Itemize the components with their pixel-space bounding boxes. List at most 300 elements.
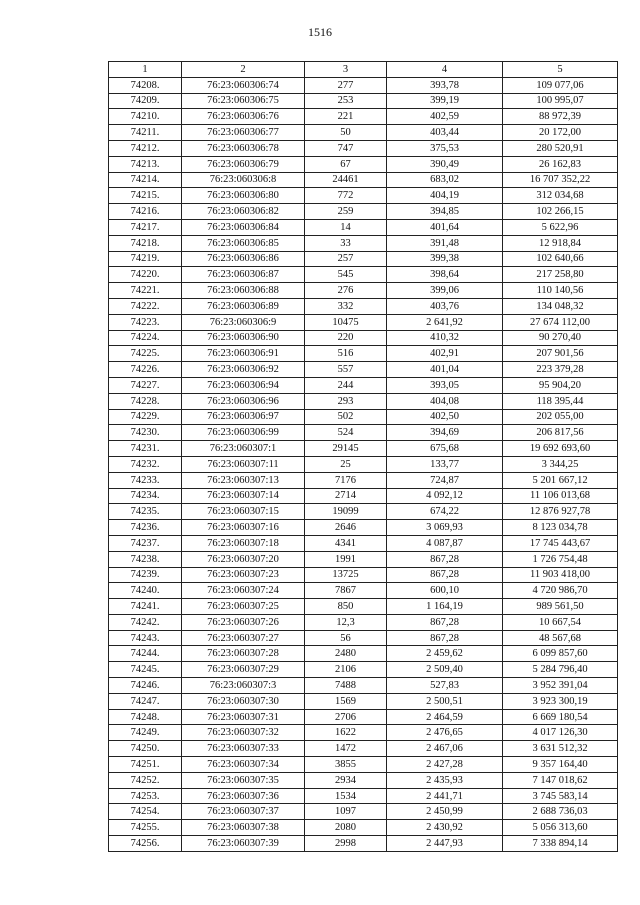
table-row: [109, 409, 618, 425]
area-cell: 1622: [305, 725, 387, 741]
table-row: [109, 757, 618, 773]
rate-cell: 2 447,93: [387, 836, 503, 852]
rate-cell: 2 500,51: [387, 693, 503, 709]
rate-cell: 394,85: [387, 204, 503, 220]
value-cell: 48 567,68: [503, 630, 618, 646]
table-row: [109, 172, 618, 188]
value-cell: 6 669 180,54: [503, 709, 618, 725]
value-cell: 26 162,83: [503, 156, 618, 172]
area-cell: 2106: [305, 662, 387, 678]
value-cell: 8 123 034,78: [503, 520, 618, 536]
value-cell: 312 034,68: [503, 188, 618, 204]
rate-cell: 867,28: [387, 567, 503, 583]
row-number-cell: 74212.: [109, 140, 182, 156]
cadastral-number-cell: 76:23:060307:1: [182, 441, 305, 457]
row-number-cell: 74213.: [109, 156, 182, 172]
value-cell: 19 692 693,60: [503, 441, 618, 457]
cadastral-number-cell: 76:23:060306:76: [182, 109, 305, 125]
area-cell: 1097: [305, 804, 387, 820]
area-cell: 332: [305, 298, 387, 314]
table-row: [109, 614, 618, 630]
cadastral-number-cell: 76:23:060307:31: [182, 709, 305, 725]
value-cell: 12 918,84: [503, 235, 618, 251]
area-cell: 50: [305, 125, 387, 141]
cadastral-number-cell: 76:23:060306:85: [182, 235, 305, 251]
rate-cell: 404,19: [387, 188, 503, 204]
area-cell: 253: [305, 93, 387, 109]
rate-cell: 410,32: [387, 330, 503, 346]
area-cell: 67: [305, 156, 387, 172]
value-cell: 88 972,39: [503, 109, 618, 125]
rate-cell: 394,69: [387, 425, 503, 441]
cadastral-number-cell: 76:23:060307:20: [182, 551, 305, 567]
row-number-cell: 74247.: [109, 693, 182, 709]
row-number-cell: 74216.: [109, 204, 182, 220]
cadastral-number-cell: 76:23:060307:28: [182, 646, 305, 662]
table-row: [109, 235, 618, 251]
cadastral-number-cell: 76:23:060307:23: [182, 567, 305, 583]
rate-cell: 2 459,62: [387, 646, 503, 662]
value-cell: 1 726 754,48: [503, 551, 618, 567]
rate-cell: 402,91: [387, 346, 503, 362]
table-row: [109, 646, 618, 662]
row-number-cell: 74256.: [109, 836, 182, 852]
value-cell: 12 876 927,78: [503, 504, 618, 520]
rate-cell: 4 092,12: [387, 488, 503, 504]
area-cell: 2480: [305, 646, 387, 662]
area-cell: 2934: [305, 772, 387, 788]
row-number-cell: 74246.: [109, 678, 182, 694]
area-cell: 545: [305, 267, 387, 283]
table-row: [109, 709, 618, 725]
value-cell: 3 344,25: [503, 456, 618, 472]
value-cell: 989 561,50: [503, 599, 618, 615]
value-cell: 207 901,56: [503, 346, 618, 362]
cadastral-number-cell: 76:23:060307:38: [182, 820, 305, 836]
cadastral-number-cell: 76:23:060307:29: [182, 662, 305, 678]
row-number-cell: 74211.: [109, 125, 182, 141]
row-number-cell: 74208.: [109, 77, 182, 93]
table-row: [109, 267, 618, 283]
area-cell: 772: [305, 188, 387, 204]
value-cell: 5 284 796,40: [503, 662, 618, 678]
rate-cell: 527,83: [387, 678, 503, 694]
table-row: [109, 630, 618, 646]
row-number-cell: 74239.: [109, 567, 182, 583]
row-number-cell: 74238.: [109, 551, 182, 567]
area-cell: 259: [305, 204, 387, 220]
table-row: [109, 662, 618, 678]
value-cell: 11 903 418,00: [503, 567, 618, 583]
table-row: [109, 362, 618, 378]
row-number-cell: 74242.: [109, 614, 182, 630]
rate-cell: 401,64: [387, 219, 503, 235]
value-cell: 3 952 391,04: [503, 678, 618, 694]
value-cell: 3 745 583,14: [503, 788, 618, 804]
value-cell: 5 622,96: [503, 219, 618, 235]
cadastral-number-cell: 76:23:060306:80: [182, 188, 305, 204]
value-cell: 16 707 352,22: [503, 172, 618, 188]
row-number-cell: 74241.: [109, 599, 182, 615]
area-cell: 293: [305, 393, 387, 409]
table-row: [109, 535, 618, 551]
cadastral-number-cell: 76:23:060306:87: [182, 267, 305, 283]
area-cell: 747: [305, 140, 387, 156]
rate-cell: 2 450,99: [387, 804, 503, 820]
value-cell: 134 048,32: [503, 298, 618, 314]
cadastral-number-cell: 76:23:060307:11: [182, 456, 305, 472]
row-number-cell: 74227.: [109, 377, 182, 393]
row-number-cell: 74210.: [109, 109, 182, 125]
table-row: [109, 741, 618, 757]
row-number-cell: 74215.: [109, 188, 182, 204]
value-cell: 95 904,20: [503, 377, 618, 393]
area-cell: 10475: [305, 314, 387, 330]
area-cell: 2714: [305, 488, 387, 504]
column-header-3: 3: [305, 62, 387, 78]
cadastral-number-cell: 76:23:060306:84: [182, 219, 305, 235]
row-number-cell: 74232.: [109, 456, 182, 472]
rate-cell: 2 464,59: [387, 709, 503, 725]
value-cell: 9 357 164,40: [503, 757, 618, 773]
row-number-cell: 74229.: [109, 409, 182, 425]
area-cell: 3855: [305, 757, 387, 773]
value-cell: 280 520,91: [503, 140, 618, 156]
table-row: [109, 346, 618, 362]
cadastral-number-cell: 76:23:060306:8: [182, 172, 305, 188]
cadastral-number-cell: 76:23:060306:88: [182, 283, 305, 299]
cadastral-number-cell: 76:23:060307:25: [182, 599, 305, 615]
table-row: [109, 441, 618, 457]
area-cell: 277: [305, 77, 387, 93]
area-cell: 850: [305, 599, 387, 615]
row-number-cell: 74252.: [109, 772, 182, 788]
rate-cell: 2 476,65: [387, 725, 503, 741]
cadastral-number-cell: 76:23:060307:35: [182, 772, 305, 788]
table-row: [109, 77, 618, 93]
rate-cell: 2 430,92: [387, 820, 503, 836]
table-row: [109, 678, 618, 694]
area-cell: 557: [305, 362, 387, 378]
table-row: [109, 820, 618, 836]
cadastral-number-cell: 76:23:060307:26: [182, 614, 305, 630]
cadastral-number-cell: 76:23:060307:33: [182, 741, 305, 757]
value-cell: 3 923 300,19: [503, 693, 618, 709]
row-number-cell: 74219.: [109, 251, 182, 267]
area-cell: 220: [305, 330, 387, 346]
table-row: [109, 520, 618, 536]
rate-cell: 133,77: [387, 456, 503, 472]
value-cell: 11 106 013,68: [503, 488, 618, 504]
row-number-cell: 74230.: [109, 425, 182, 441]
rate-cell: 404,08: [387, 393, 503, 409]
cadastral-number-cell: 76:23:060306:90: [182, 330, 305, 346]
area-cell: 2998: [305, 836, 387, 852]
cadastral-number-cell: 76:23:060307:37: [182, 804, 305, 820]
value-cell: 10 667,54: [503, 614, 618, 630]
area-cell: 1991: [305, 551, 387, 567]
area-cell: 502: [305, 409, 387, 425]
row-number-cell: 74244.: [109, 646, 182, 662]
table-row: [109, 772, 618, 788]
value-cell: 7 147 018,62: [503, 772, 618, 788]
rate-cell: 393,78: [387, 77, 503, 93]
rate-cell: 2 467,06: [387, 741, 503, 757]
row-number-cell: 74255.: [109, 820, 182, 836]
rate-cell: 675,68: [387, 441, 503, 457]
rate-cell: 724,87: [387, 472, 503, 488]
table-row: [109, 788, 618, 804]
row-number-cell: 74234.: [109, 488, 182, 504]
row-number-cell: 74224.: [109, 330, 182, 346]
area-cell: 33: [305, 235, 387, 251]
rate-cell: 2 435,93: [387, 772, 503, 788]
row-number-cell: 74223.: [109, 314, 182, 330]
table-row: [109, 425, 618, 441]
rate-cell: 867,28: [387, 551, 503, 567]
row-number-cell: 74220.: [109, 267, 182, 283]
value-cell: 27 674 112,00: [503, 314, 618, 330]
area-cell: 2080: [305, 820, 387, 836]
cadastral-number-cell: 76:23:060307:13: [182, 472, 305, 488]
table-row: [109, 314, 618, 330]
value-cell: 4 720 986,70: [503, 583, 618, 599]
rate-cell: 401,04: [387, 362, 503, 378]
value-cell: 3 631 512,32: [503, 741, 618, 757]
rate-cell: 674,22: [387, 504, 503, 520]
column-header-1: 1: [109, 62, 182, 78]
area-cell: 244: [305, 377, 387, 393]
rate-cell: 1 164,19: [387, 599, 503, 615]
area-cell: 1569: [305, 693, 387, 709]
table-row: [109, 93, 618, 109]
area-cell: 276: [305, 283, 387, 299]
table-row: [109, 377, 618, 393]
column-header-4: 4: [387, 62, 503, 78]
rate-cell: 867,28: [387, 630, 503, 646]
area-cell: 4341: [305, 535, 387, 551]
value-cell: 110 140,56: [503, 283, 618, 299]
row-number-cell: 74228.: [109, 393, 182, 409]
area-cell: 7176: [305, 472, 387, 488]
row-number-cell: 74209.: [109, 93, 182, 109]
table-row: [109, 140, 618, 156]
row-number-cell: 74225.: [109, 346, 182, 362]
row-number-cell: 74231.: [109, 441, 182, 457]
area-cell: 25: [305, 456, 387, 472]
value-cell: 4 017 126,30: [503, 725, 618, 741]
cadastral-number-cell: 76:23:060307:32: [182, 725, 305, 741]
table-body: [109, 77, 618, 851]
table-row: [109, 725, 618, 741]
cadastral-number-cell: 76:23:060306:79: [182, 156, 305, 172]
cadastral-number-cell: 76:23:060306:92: [182, 362, 305, 378]
row-number-cell: 74218.: [109, 235, 182, 251]
row-number-cell: 74253.: [109, 788, 182, 804]
rate-cell: 399,38: [387, 251, 503, 267]
area-cell: 2646: [305, 520, 387, 536]
column-header-2: 2: [182, 62, 305, 78]
cadastral-number-cell: 76:23:060306:82: [182, 204, 305, 220]
table-row: [109, 567, 618, 583]
cadastral-number-cell: 76:23:060306:86: [182, 251, 305, 267]
table-row: [109, 188, 618, 204]
cadastral-number-cell: 76:23:060306:97: [182, 409, 305, 425]
cadastral-number-cell: 76:23:060306:94: [182, 377, 305, 393]
page-number: 1516: [308, 25, 332, 39]
value-cell: 6 099 857,60: [503, 646, 618, 662]
rate-cell: 2 427,28: [387, 757, 503, 773]
value-cell: 7 338 894,14: [503, 836, 618, 852]
table-row: [109, 393, 618, 409]
cadastral-number-cell: 76:23:060307:39: [182, 836, 305, 852]
area-cell: 13725: [305, 567, 387, 583]
area-cell: 7867: [305, 583, 387, 599]
rate-cell: 2 509,40: [387, 662, 503, 678]
value-cell: 17 745 443,67: [503, 535, 618, 551]
table-row: [109, 204, 618, 220]
table-row: [109, 836, 618, 852]
area-cell: 2706: [305, 709, 387, 725]
value-cell: 109 077,06: [503, 77, 618, 93]
value-cell: 206 817,56: [503, 425, 618, 441]
value-cell: 20 172,00: [503, 125, 618, 141]
rate-cell: 683,02: [387, 172, 503, 188]
value-cell: 102 640,66: [503, 251, 618, 267]
row-number-cell: 74250.: [109, 741, 182, 757]
area-cell: 56: [305, 630, 387, 646]
area-cell: 524: [305, 425, 387, 441]
cadastral-number-cell: 76:23:060307:15: [182, 504, 305, 520]
row-number-cell: 74237.: [109, 535, 182, 551]
row-number-cell: 74254.: [109, 804, 182, 820]
table-row: [109, 504, 618, 520]
row-number-cell: 74214.: [109, 172, 182, 188]
cadastral-number-cell: 76:23:060307:14: [182, 488, 305, 504]
table-row: [109, 599, 618, 615]
rate-cell: 390,49: [387, 156, 503, 172]
column-header-5: 5: [503, 62, 618, 78]
rate-cell: 391,48: [387, 235, 503, 251]
table-row: [109, 251, 618, 267]
cadastral-number-cell: 76:23:060306:91: [182, 346, 305, 362]
row-number-cell: 74251.: [109, 757, 182, 773]
row-number-cell: 74235.: [109, 504, 182, 520]
cadastral-number-cell: 76:23:060306:78: [182, 140, 305, 156]
cadastral-number-cell: 76:23:060306:74: [182, 77, 305, 93]
table-row: [109, 804, 618, 820]
cadastral-number-cell: 76:23:060306:77: [182, 125, 305, 141]
table-row: [109, 472, 618, 488]
row-number-cell: 74249.: [109, 725, 182, 741]
value-cell: 223 379,28: [503, 362, 618, 378]
rate-cell: 402,50: [387, 409, 503, 425]
value-cell: 118 395,44: [503, 393, 618, 409]
rate-cell: 402,59: [387, 109, 503, 125]
row-number-cell: 74243.: [109, 630, 182, 646]
rate-cell: 867,28: [387, 614, 503, 630]
row-number-cell: 74217.: [109, 219, 182, 235]
cadastral-number-cell: 76:23:060307:36: [182, 788, 305, 804]
cadastral-number-cell: 76:23:060307:34: [182, 757, 305, 773]
rate-cell: 399,06: [387, 283, 503, 299]
row-number-cell: 74245.: [109, 662, 182, 678]
rate-cell: 2 641,92: [387, 314, 503, 330]
area-cell: 1534: [305, 788, 387, 804]
registry-table-container: [108, 61, 617, 852]
cadastral-number-cell: 76:23:060306:75: [182, 93, 305, 109]
table-row: [109, 283, 618, 299]
cadastral-number-cell: 76:23:060307:18: [182, 535, 305, 551]
rate-cell: 403,44: [387, 125, 503, 141]
rate-cell: 3 069,93: [387, 520, 503, 536]
row-number-cell: 74248.: [109, 709, 182, 725]
area-cell: 1472: [305, 741, 387, 757]
area-cell: 516: [305, 346, 387, 362]
rate-cell: 4 087,87: [387, 535, 503, 551]
rate-cell: 375,53: [387, 140, 503, 156]
table-row: [109, 330, 618, 346]
rate-cell: 2 441,71: [387, 788, 503, 804]
rate-cell: 399,19: [387, 93, 503, 109]
area-cell: 24461: [305, 172, 387, 188]
cadastral-number-cell: 76:23:060306:89: [182, 298, 305, 314]
row-number-cell: 74221.: [109, 283, 182, 299]
table-row: [109, 456, 618, 472]
area-cell: 19099: [305, 504, 387, 520]
row-number-cell: 74233.: [109, 472, 182, 488]
table-row: [109, 583, 618, 599]
value-cell: 217 258,80: [503, 267, 618, 283]
rate-cell: 393,05: [387, 377, 503, 393]
cadastral-number-cell: 76:23:060307:24: [182, 583, 305, 599]
cadastral-number-cell: 76:23:060307:30: [182, 693, 305, 709]
row-number-cell: 74236.: [109, 520, 182, 536]
area-cell: 14: [305, 219, 387, 235]
value-cell: 202 055,00: [503, 409, 618, 425]
rate-cell: 398,64: [387, 267, 503, 283]
table-row: [109, 125, 618, 141]
area-cell: 221: [305, 109, 387, 125]
value-cell: 100 995,07: [503, 93, 618, 109]
table-row: [109, 551, 618, 567]
value-cell: 5 201 667,12: [503, 472, 618, 488]
value-cell: 90 270,40: [503, 330, 618, 346]
cadastral-number-cell: 76:23:060306:9: [182, 314, 305, 330]
registry-table: [108, 61, 618, 852]
table-row: [109, 693, 618, 709]
area-cell: 12,3: [305, 614, 387, 630]
area-cell: 29145: [305, 441, 387, 457]
rate-cell: 403,76: [387, 298, 503, 314]
table-row: [109, 298, 618, 314]
table-row: [109, 156, 618, 172]
row-number-cell: 74222.: [109, 298, 182, 314]
value-cell: 5 056 313,60: [503, 820, 618, 836]
cadastral-number-cell: 76:23:060307:16: [182, 520, 305, 536]
area-cell: 257: [305, 251, 387, 267]
rate-cell: 600,10: [387, 583, 503, 599]
cadastral-number-cell: 76:23:060307:27: [182, 630, 305, 646]
cadastral-number-cell: 76:23:060306:96: [182, 393, 305, 409]
area-cell: 7488: [305, 678, 387, 694]
row-number-cell: 74240.: [109, 583, 182, 599]
table-header-row: [109, 62, 618, 78]
cadastral-number-cell: 76:23:060307:3: [182, 678, 305, 694]
value-cell: 102 266,15: [503, 204, 618, 220]
cadastral-number-cell: 76:23:060306:99: [182, 425, 305, 441]
table-row: [109, 488, 618, 504]
